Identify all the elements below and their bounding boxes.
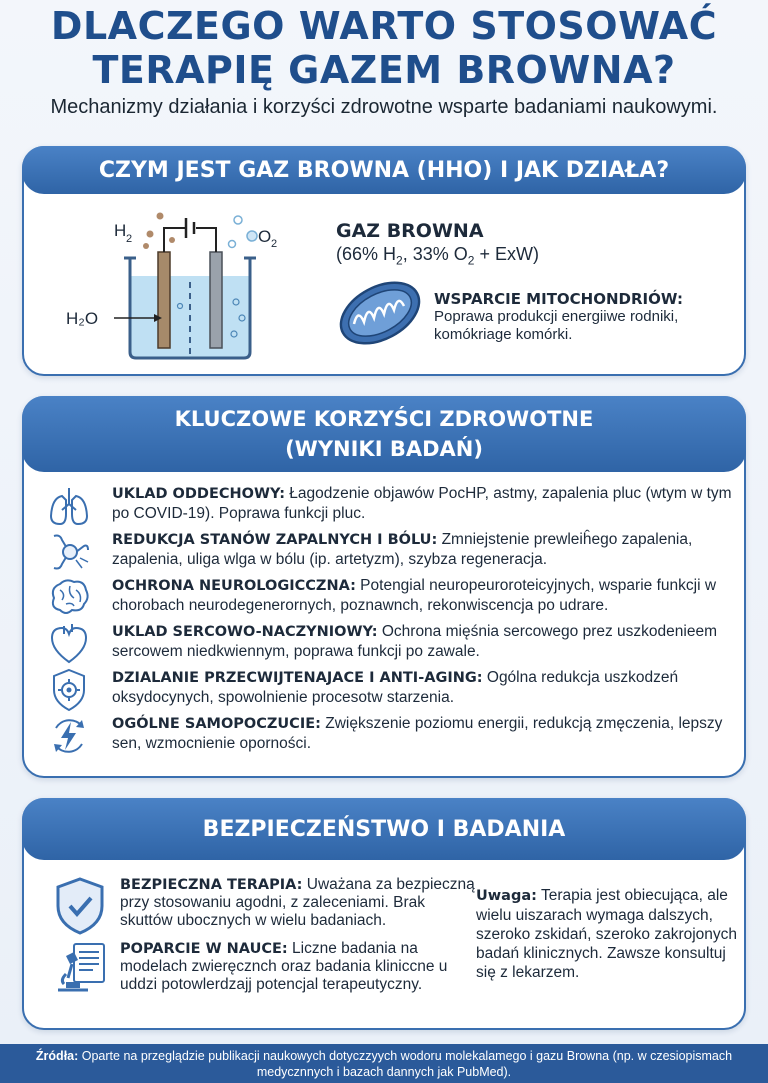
section-safety-heading: BEZPIECZEŃSTWO I BADANIA [22,798,746,860]
benefit-title: OCHRONA NEUROLOGICCZNA: [112,578,356,594]
safety-text: Uważana za bezpieczną przy stosowaniu agodni, z zaleceniami. Brak skuttów ubocznych w wielu badaniach. [120,876,475,929]
sources-footer [0,1044,768,1083]
water-label: H₂O [66,309,99,328]
mito-text: Poprawa produkcji energiiwe rodniki, komókriage komórki. [434,308,679,343]
gas-title: GAZ BROWNA [336,220,484,242]
section-benefits-heading: KLUCZOWE KORZYŚCI ZDROWOTNE (WYNIKI BADAŃ) [22,396,746,472]
shield-check-icon [52,876,108,936]
h2-label: H [114,221,127,240]
benefit-item [46,622,726,666]
sources-label: Źródła: [35,1049,79,1063]
benefit-title: UKLAD SERCOWO-NACZYNIOWY: [112,624,378,640]
lungs-icon [46,484,92,528]
o2-label-sub: 2 [271,238,278,250]
note-title: Uwaga: [476,888,537,904]
energy-icon [46,714,92,758]
benefit-title: DZIALANIE PRZECWIJTENAJACE I ANTI-AGING: [112,670,483,686]
page-title [0,4,768,92]
title-line-1: DLACZEGO WARTO STOSOWAĆ [50,4,718,48]
science-title: POPARCIE W NAUCE: [120,941,288,957]
benefit-text: Łagodzenie objawów PocHP, astmy, zapalenia pluc (wtym w tym po COVID-19). Poprawa funkcji pluc. [112,485,732,522]
mito-title: WSPARCIE MITOCHONDRIÓW: [434,290,683,308]
benefit-title: UKLAD ODDECHOWY: [112,486,285,502]
mitochondrion-icon [332,278,428,348]
sources-text: Oparte na przeglądzie publikacji naukowych dotyczzyych wodoru molekalamego i gazu Browna (np. w czesiopismach medycznnych i bazach dannych jak PubMed). [78,1049,733,1079]
benefit-text: Potengial neuropeuroroteicyjnych, wsparie funkcji w chorobach neurodegenerornych, poznawnch, rekonwiscencja po udrare. [112,577,717,614]
benefit-text: Ochrona mięśnia sercowego prez uszkodenieem sercowem niedkwiennym, poprawa funkcji po zawale. [112,623,717,660]
safety-title: BEZPIECZNA TERAPIA: [120,877,303,893]
section-what-is-heading: CZYM JEST GAZ BROWNA (HHO) I JAK DZIAŁA? [22,146,746,194]
benefit-item [46,484,732,528]
benefit-title: OGÓLNE SAMOPOCZUCIE: [112,716,321,732]
page-subtitle: Mechanizmy działania i korzyści zdrowotne wsparte badaniami naukowymi. [50,96,718,118]
heart-icon [46,622,92,666]
benefit-item [46,576,726,620]
brain-icon [46,576,92,620]
benefit-text: Zwiększenie poziomu energii, redukcją zmęczenia, lepszy sen, wzmocnienie oporności. [112,715,723,752]
section-benefits [22,396,746,778]
benefit-text: Ogólna redukcja uszkodzeń oksydocynych, spowolnienie procesotw starzenia. [112,669,679,706]
h2-label-sub: 2 [126,233,133,245]
benefit-item [46,714,726,758]
section-what-is [22,146,746,376]
section-safety [22,798,746,1030]
benefit-item [46,530,726,574]
microscope-document-icon [52,940,108,1000]
o2-label: O [258,227,272,246]
science-text: Liczne badania na modelach zwieręcznch oraz badania kliniccne u uddzi potowlerdzajj potencjal terapeutyczny. [120,940,448,993]
benefit-text: Zmniejstenie prewleiĥego zapalenia, zapalenia, uliga wlga w bólu (ip. artetyzm), szybza regeneracja. [112,531,693,568]
warning-note [476,886,738,982]
joint-icon [46,530,92,574]
gas-composition: (66% $H_2$, 33% $O_2 + ExW$) [336,244,539,268]
gear-shield-icon [46,668,92,712]
note-text: Terapia jest obiecująca, ale wielu uiszarach wymaga dalszych, szeroko zskidań, szeroko zakrojonych badań klinicznych. Zawsze konsultuj się z lekarzem. [476,887,738,981]
title-line-2: TERAPIĘ GAZEM BROWNA? [92,48,676,92]
electrolysis-diagram-icon [60,206,280,364]
benefit-item [46,668,726,712]
benefit-title: REDUKCJA STANÓW ZAPALNYCH I BÓLU: [112,532,438,548]
